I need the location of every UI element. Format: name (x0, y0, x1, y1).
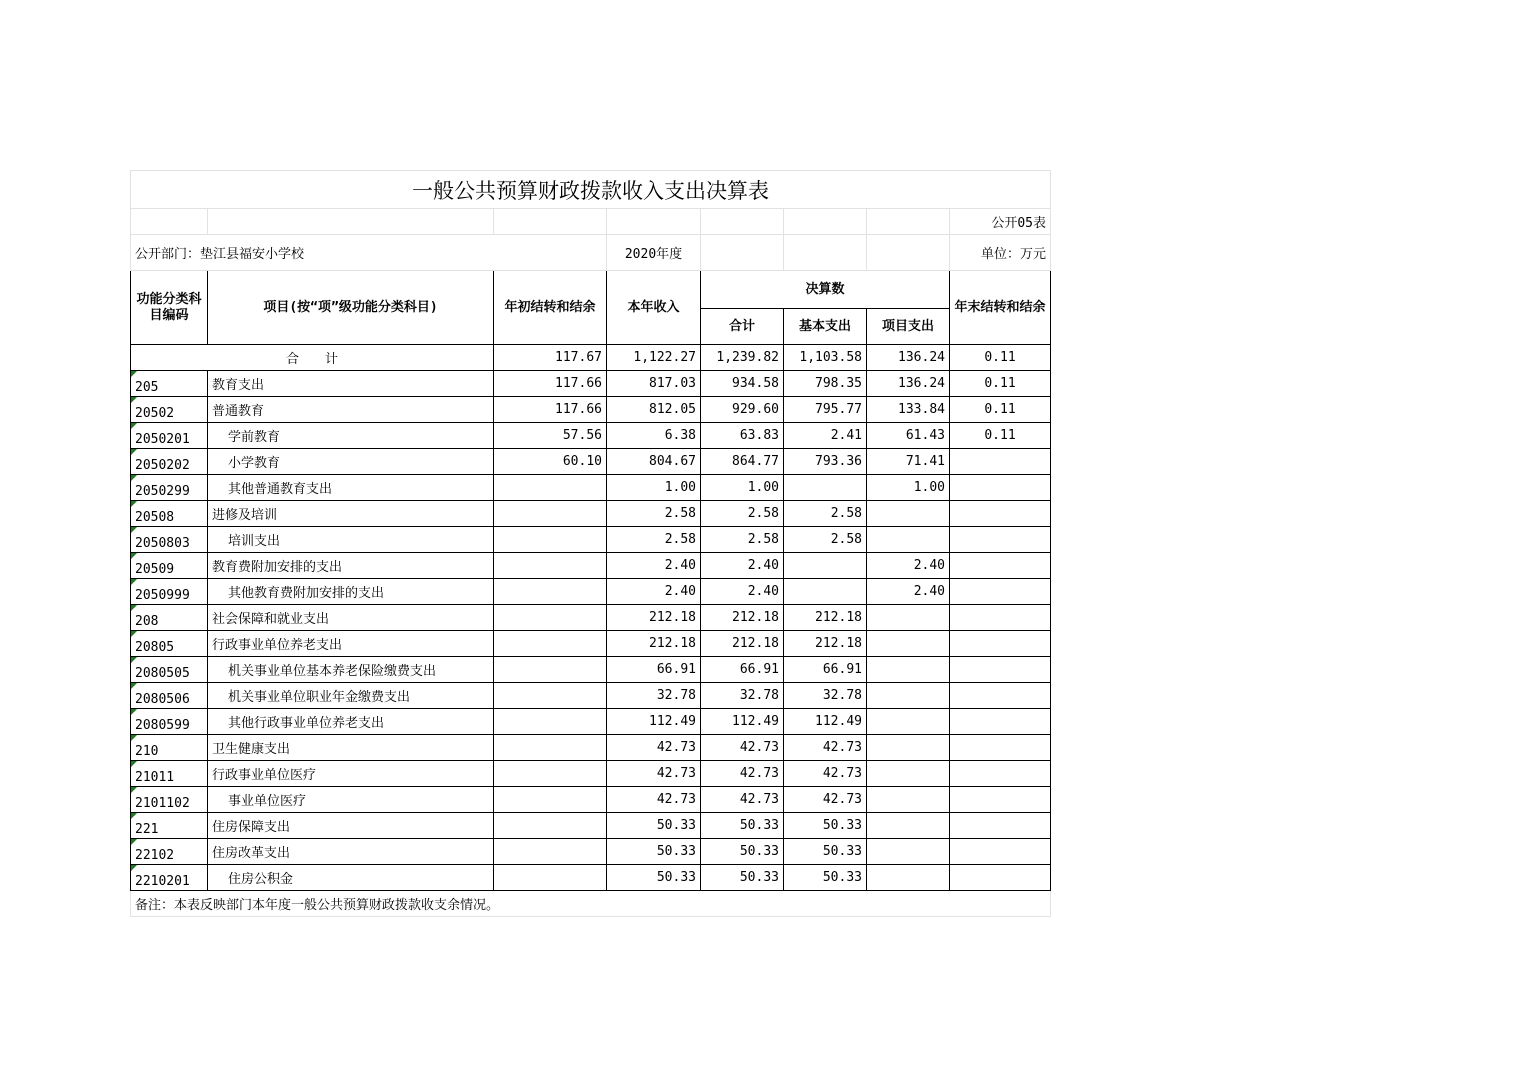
row-end-balance (950, 553, 1051, 579)
row-total: 42.73 (701, 735, 784, 761)
row-income: 2.58 (607, 501, 701, 527)
row-item-name: 住房保障支出 (208, 813, 494, 839)
row-project: 71.41 (867, 449, 950, 475)
row-code: 205 (131, 371, 208, 397)
row-income: 112.49 (607, 709, 701, 735)
row-total: 50.33 (701, 839, 784, 865)
table-row (131, 631, 1051, 657)
row-begin-balance (494, 683, 607, 709)
row-code: 2050999 (131, 579, 208, 605)
row-item-name: 进修及培训 (208, 501, 494, 527)
row-income: 2.58 (607, 527, 701, 553)
total-basic: 1,103.58 (784, 345, 867, 371)
row-basic (784, 579, 867, 605)
row-income: 1.00 (607, 475, 701, 501)
row-end-balance (950, 813, 1051, 839)
row-project: 133.84 (867, 397, 950, 423)
row-begin-balance (494, 813, 607, 839)
row-total: 42.73 (701, 787, 784, 813)
row-project (867, 787, 950, 813)
header-item: 项目(按“项”级功能分类科目) (208, 271, 494, 345)
row-income: 50.33 (607, 813, 701, 839)
row-code: 2050201 (131, 423, 208, 449)
row-end-balance (950, 631, 1051, 657)
row-basic: 2.58 (784, 501, 867, 527)
row-begin-balance (494, 735, 607, 761)
row-total: 50.33 (701, 865, 784, 891)
row-code: 221 (131, 813, 208, 839)
row-begin-balance (494, 839, 607, 865)
row-project (867, 683, 950, 709)
row-code: 20508 (131, 501, 208, 527)
table-row (131, 475, 1051, 501)
header-settlement: 决算数 (701, 271, 950, 309)
row-end-balance (950, 787, 1051, 813)
row-item-name: 住房改革支出 (208, 839, 494, 865)
row-income: 50.33 (607, 839, 701, 865)
row-item-name: 卫生健康支出 (208, 735, 494, 761)
row-code: 20509 (131, 553, 208, 579)
row-begin-balance: 57.56 (494, 423, 607, 449)
row-basic: 793.36 (784, 449, 867, 475)
table-row (131, 787, 1051, 813)
row-income: 32.78 (607, 683, 701, 709)
row-total: 50.33 (701, 813, 784, 839)
row-item-name: 社会保障和就业支出 (208, 605, 494, 631)
row-total: 32.78 (701, 683, 784, 709)
row-total: 66.91 (701, 657, 784, 683)
row-end-balance (950, 839, 1051, 865)
row-income: 42.73 (607, 761, 701, 787)
table-number: 公开05表 (950, 209, 1051, 235)
table-row (131, 709, 1051, 735)
table-row (131, 423, 1051, 449)
row-item-name: 学前教育 (208, 423, 494, 449)
total-label: 合 计 (131, 345, 494, 371)
row-basic: 212.18 (784, 631, 867, 657)
row-begin-balance (494, 787, 607, 813)
row-end-balance (950, 579, 1051, 605)
row-item-name: 其他普通教育支出 (208, 475, 494, 501)
header-end-balance: 年末结转和结余 (950, 271, 1051, 345)
row-basic: 112.49 (784, 709, 867, 735)
row-end-balance: 0.11 (950, 423, 1051, 449)
table-row (131, 657, 1051, 683)
table-row (131, 735, 1051, 761)
row-project (867, 709, 950, 735)
row-code: 21011 (131, 761, 208, 787)
row-end-balance (950, 605, 1051, 631)
row-basic: 2.58 (784, 527, 867, 553)
row-item-name: 住房公积金 (208, 865, 494, 891)
row-end-balance (950, 449, 1051, 475)
row-item-name: 机关事业单位基本养老保险缴费支出 (208, 657, 494, 683)
row-basic: 212.18 (784, 605, 867, 631)
row-basic: 50.33 (784, 839, 867, 865)
row-basic (784, 475, 867, 501)
table-row (131, 813, 1051, 839)
row-total: 63.83 (701, 423, 784, 449)
row-code: 208 (131, 605, 208, 631)
row-income: 817.03 (607, 371, 701, 397)
row-project (867, 813, 950, 839)
header-begin-balance: 年初结转和结余 (494, 271, 607, 345)
row-total: 864.77 (701, 449, 784, 475)
row-project (867, 735, 950, 761)
row-project (867, 657, 950, 683)
row-income: 212.18 (607, 631, 701, 657)
row-begin-balance (494, 865, 607, 891)
report-table (130, 170, 1051, 917)
row-basic: 795.77 (784, 397, 867, 423)
row-end-balance: 0.11 (950, 397, 1051, 423)
row-total: 1.00 (701, 475, 784, 501)
row-income: 2.40 (607, 579, 701, 605)
row-basic: 798.35 (784, 371, 867, 397)
row-begin-balance (494, 579, 607, 605)
row-project: 2.40 (867, 579, 950, 605)
row-total: 212.18 (701, 605, 784, 631)
row-total: 929.60 (701, 397, 784, 423)
row-project: 2.40 (867, 553, 950, 579)
table-row (131, 527, 1051, 553)
row-begin-balance (494, 709, 607, 735)
row-project (867, 605, 950, 631)
row-project (867, 631, 950, 657)
row-project: 136.24 (867, 371, 950, 397)
row-begin-balance: 117.66 (494, 371, 607, 397)
row-code: 2080506 (131, 683, 208, 709)
row-basic: 50.33 (784, 813, 867, 839)
total-income: 1,122.27 (607, 345, 701, 371)
row-item-name: 其他教育费附加安排的支出 (208, 579, 494, 605)
row-basic: 50.33 (784, 865, 867, 891)
row-income: 212.18 (607, 605, 701, 631)
table-row (131, 501, 1051, 527)
table-row (131, 761, 1051, 787)
row-project (867, 761, 950, 787)
row-end-balance (950, 865, 1051, 891)
row-item-name: 教育费附加安排的支出 (208, 553, 494, 579)
row-item-name: 小学教育 (208, 449, 494, 475)
unit-label: 单位：万元 (950, 235, 1051, 271)
row-begin-balance (494, 657, 607, 683)
total-project: 136.24 (867, 345, 950, 371)
row-end-balance (950, 475, 1051, 501)
row-item-name: 事业单位医疗 (208, 787, 494, 813)
row-basic: 2.41 (784, 423, 867, 449)
total-end: 0.11 (950, 345, 1051, 371)
row-code: 2050202 (131, 449, 208, 475)
row-income: 2.40 (607, 553, 701, 579)
row-basic: 42.73 (784, 735, 867, 761)
row-total: 2.40 (701, 579, 784, 605)
table-row (131, 579, 1051, 605)
row-basic: 66.91 (784, 657, 867, 683)
header-basic: 基本支出 (784, 309, 867, 345)
total-begin: 117.67 (494, 345, 607, 371)
row-item-name: 行政事业单位医疗 (208, 761, 494, 787)
row-income: 6.38 (607, 423, 701, 449)
row-begin-balance: 60.10 (494, 449, 607, 475)
row-end-balance (950, 761, 1051, 787)
table-row (131, 371, 1051, 397)
row-total: 112.49 (701, 709, 784, 735)
row-item-name: 行政事业单位养老支出 (208, 631, 494, 657)
table-header (131, 271, 1051, 345)
row-basic: 42.73 (784, 787, 867, 813)
row-income: 66.91 (607, 657, 701, 683)
department-label: 公开部门：垫江县福安小学校 (131, 235, 607, 271)
report-title: 一般公共预算财政拨款收入支出决算表 (131, 171, 1051, 209)
row-item-name: 普通教育 (208, 397, 494, 423)
row-end-balance (950, 683, 1051, 709)
row-basic: 32.78 (784, 683, 867, 709)
row-total: 42.73 (701, 761, 784, 787)
row-begin-balance (494, 501, 607, 527)
row-item-name: 机关事业单位职业年金缴费支出 (208, 683, 494, 709)
row-project: 61.43 (867, 423, 950, 449)
fiscal-year: 2020年度 (607, 235, 701, 271)
table-row (131, 605, 1051, 631)
row-project (867, 865, 950, 891)
row-total: 212.18 (701, 631, 784, 657)
row-item-name: 教育支出 (208, 371, 494, 397)
row-income: 50.33 (607, 865, 701, 891)
header-code: 功能分类科目编码 (131, 271, 208, 345)
row-project (867, 501, 950, 527)
row-end-balance (950, 527, 1051, 553)
row-total: 2.58 (701, 527, 784, 553)
header-project: 项目支出 (867, 309, 950, 345)
row-begin-balance (494, 553, 607, 579)
row-begin-balance (494, 631, 607, 657)
row-end-balance: 0.11 (950, 371, 1051, 397)
table-note: 备注：本表反映部门本年度一般公共预算财政拨款收支余情况。 (131, 891, 1051, 917)
row-end-balance (950, 501, 1051, 527)
row-code: 22102 (131, 839, 208, 865)
row-total: 2.40 (701, 553, 784, 579)
table-row (131, 553, 1051, 579)
row-code: 20805 (131, 631, 208, 657)
row-code: 2080599 (131, 709, 208, 735)
row-begin-balance (494, 527, 607, 553)
row-begin-balance: 117.66 (494, 397, 607, 423)
row-code: 2050803 (131, 527, 208, 553)
row-income: 42.73 (607, 735, 701, 761)
table-row (131, 865, 1051, 891)
row-total: 2.58 (701, 501, 784, 527)
row-end-balance (950, 657, 1051, 683)
row-code: 2101102 (131, 787, 208, 813)
row-project: 1.00 (867, 475, 950, 501)
header-income: 本年收入 (607, 271, 701, 345)
table-row (131, 397, 1051, 423)
table-row (131, 449, 1051, 475)
row-code: 20502 (131, 397, 208, 423)
row-income: 804.67 (607, 449, 701, 475)
total-row (131, 345, 1051, 371)
row-item-name: 其他行政事业单位养老支出 (208, 709, 494, 735)
row-basic (784, 553, 867, 579)
row-end-balance (950, 709, 1051, 735)
spreadsheet (130, 170, 1050, 917)
row-basic: 42.73 (784, 761, 867, 787)
row-code: 2210201 (131, 865, 208, 891)
row-item-name: 培训支出 (208, 527, 494, 553)
total-sum: 1,239.82 (701, 345, 784, 371)
row-begin-balance (494, 761, 607, 787)
header-total: 合计 (701, 309, 784, 345)
row-end-balance (950, 735, 1051, 761)
row-begin-balance (494, 475, 607, 501)
row-begin-balance (494, 605, 607, 631)
row-total: 934.58 (701, 371, 784, 397)
row-project (867, 527, 950, 553)
row-project (867, 839, 950, 865)
table-row (131, 683, 1051, 709)
row-income: 42.73 (607, 787, 701, 813)
row-code: 2050299 (131, 475, 208, 501)
row-income: 812.05 (607, 397, 701, 423)
row-code: 2080505 (131, 657, 208, 683)
table-row (131, 839, 1051, 865)
row-code: 210 (131, 735, 208, 761)
